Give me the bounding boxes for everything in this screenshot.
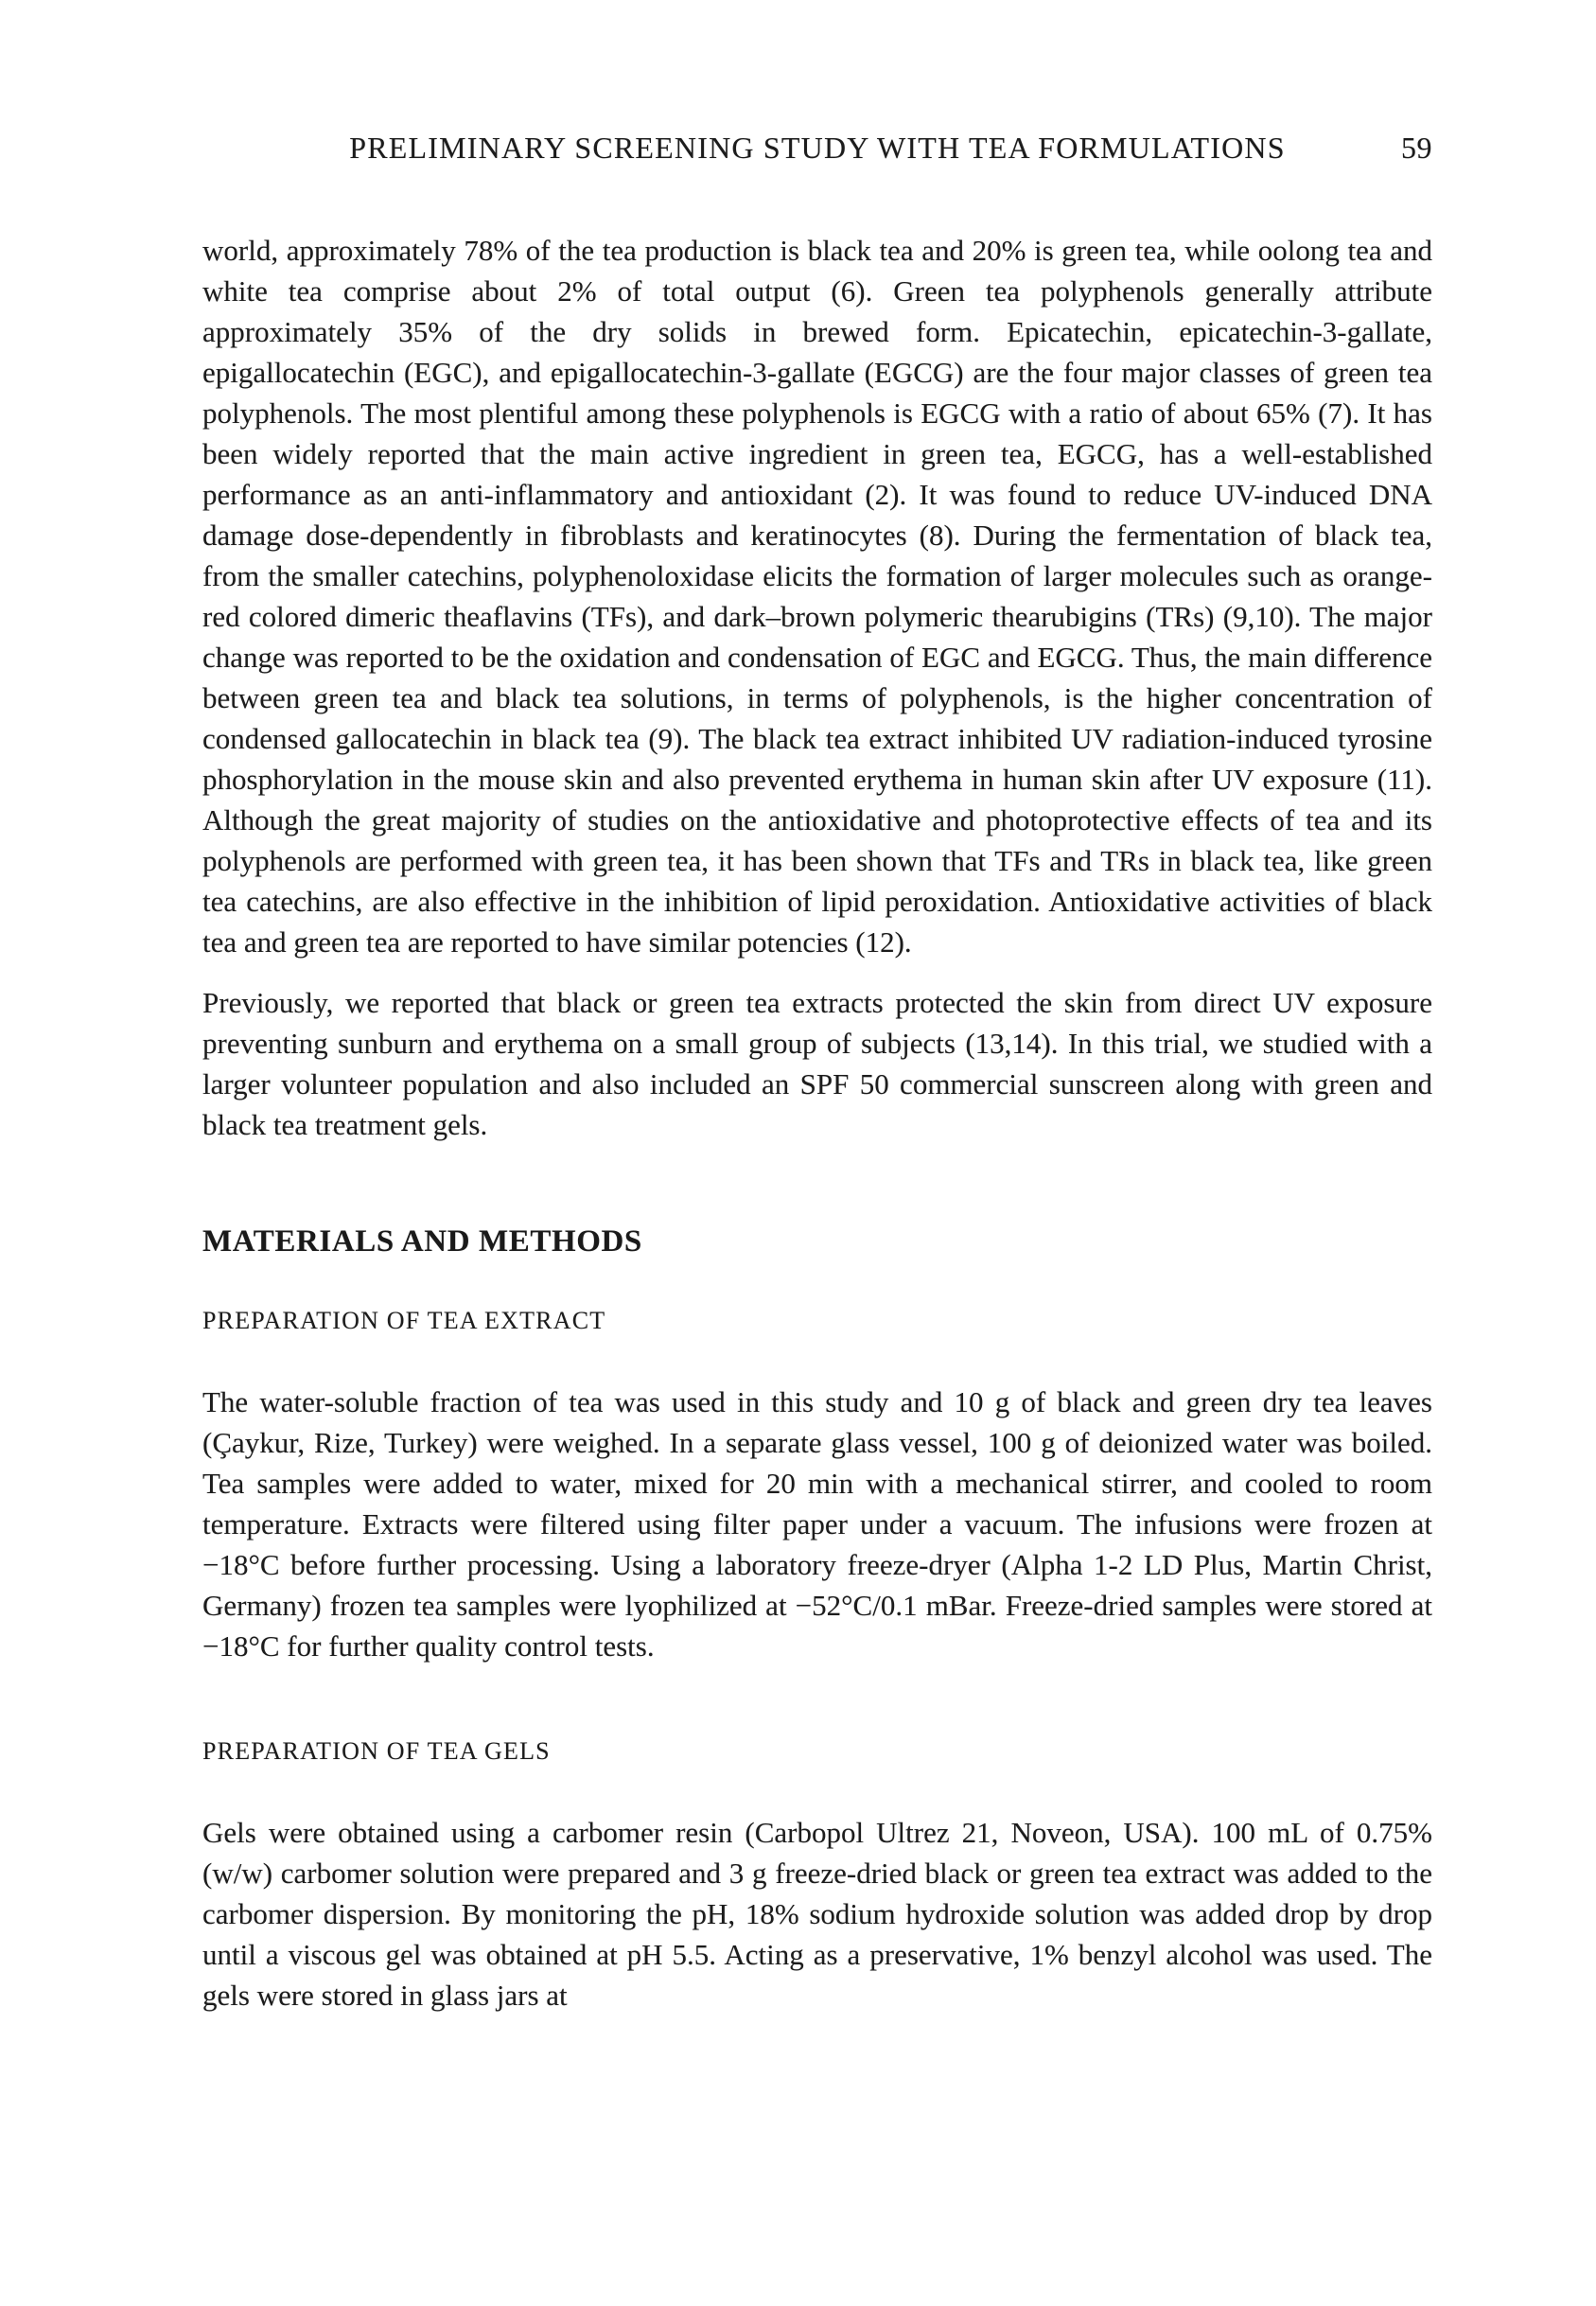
subsection-heading-preparation-of-tea-extract: PREPARATION OF TEA EXTRACT: [202, 1307, 606, 1334]
paragraph-tea-production-overview: world, approximately 78% of the tea production is black tea and 20% is green tea, while oolong tea and white tea comprise about 2% of total output (6). Green tea polyphenols generally attribute approximately 35% of the dry solids in brewed form. Epicatechin, epicatechin-3-gallate, epigallocatechin (EGC), and epigallocatechin-3-gallate (EGCG) are the four major classes of green tea polyphenols. The most plentiful among these polyphenols is EGCG with a ratio of about 65% (7). It has been widely reported that the main active ingredient in green tea, EGCG, has a well-established performance as an anti-inflammatory and antioxidant (2). It was found to reduce UV-induced DNA damage dose-dependently in fibroblasts and keratinocytes (8). During the fermentation of black tea, from the smaller catechins, polyphenoloxidase elicits the formation of larger molecules such as orange-red colored dimeric theaflavins (TFs), and dark–brown polymeric thearubigins (TRs) (9,10). The major change was reported to be the oxidation and condensation of EGC and EGCG. Thus, the main difference between green tea and black tea solutions, in terms of polyphenols, is the higher concentration of condensed gallocatechin in black tea (9). The black tea extract inhibited UV radiation-induced tyrosine phosphorylation in the mouse skin and also prevented erythema in human skin after UV exposure (11). Although the great majority of studies on the antioxidative and photoprotective effects of tea and its polyphenols are performed with green tea, it has been shown that TFs and TRs in black tea, like green tea catechins, are also effective in the inhibition of lipid peroxidation. Antioxidative activities of black tea and green tea are reported to have similar potencies (12).: [202, 234, 1432, 959]
section-heading-materials-and-methods: MATERIALS AND METHODS: [202, 1224, 642, 1259]
paragraph-tea-extract-preparation: The water-soluble fraction of tea was used in this study and 10 g of black and green dry tea leaves (Çaykur, Rize, Turkey) were weighed. In a separate glass vessel, 100 g of deionized water was boiled. Tea samples were added to water, mixed for 20 min with a mechanical stirrer, and cooled to room temperature. Extracts were filtered using filter paper under a vacuum. The infusions were frozen at −18°C before further processing. Using a laboratory freeze-dryer (Alpha 1-2 LD Plus, Martin Christ, Germany) frozen tea samples were lyophilized at −52°C/0.1 mBar. Freeze-dried samples were stored at −18°C for further quality control tests.: [202, 1385, 1432, 1663]
paragraph-tea-gels-preparation: Gels were obtained using a carbomer resin (Carbopol Ultrez 21, Noveon, USA). 100 mL of 0.75% (w/w) carbomer solution were prepared and 3 g freeze-dried black or green tea extract was added to the carbomer dispersion. By monitoring the pH, 18% sodium hydroxide solution was added drop by drop until a viscous gel was obtained at pH 5.5. Acting as a preservative, 1% benzyl alcohol was used. The gels were stored in glass jars at: [202, 1816, 1432, 2012]
running-header: [202, 131, 1432, 172]
subsection-heading-preparation-of-tea-gels: PREPARATION OF TEA GELS: [202, 1737, 551, 1765]
page-number: 59: [1401, 131, 1432, 165]
running-head-title: PRELIMINARY SCREENING STUDY WITH TEA FORMULATIONS: [349, 131, 1286, 165]
paragraph-previous-study: Previously, we reported that black or green tea extracts protected the skin from direct UV exposure preventing sunburn and erythema on a small group of subjects (13,14). In this trial, we studied with a larger volunteer population and also included an SPF 50 commercial sunscreen along with green and black tea treatment gels.: [202, 986, 1432, 1141]
page-body: [202, 230, 1432, 2016]
